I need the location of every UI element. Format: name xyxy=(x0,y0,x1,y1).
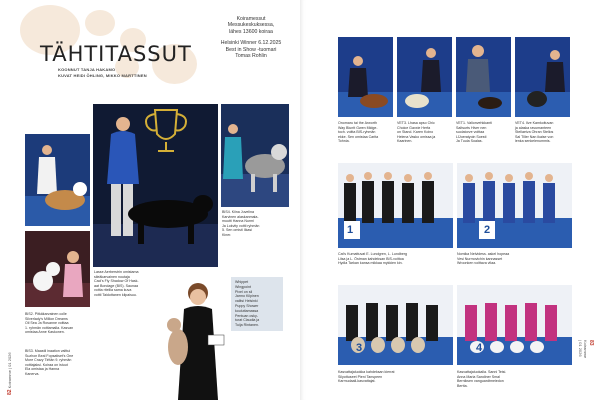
callout-line: Pixel on sil xyxy=(235,289,253,294)
caption-group-1 xyxy=(338,252,453,266)
info-line: Tomas Rohlin xyxy=(235,53,267,60)
collie-photo xyxy=(25,134,90,226)
whippet-callout xyxy=(231,277,283,331)
veteran-photo-1 xyxy=(338,37,393,117)
caption-line: VET1. Valionvehkkanti xyxy=(456,121,492,125)
caption-line: Kanerva. xyxy=(25,371,40,376)
caption-line: Choice Gaxxie Herfa xyxy=(397,125,431,130)
caption-line: suolatorve voittaa xyxy=(456,130,485,135)
placard-2: 2 xyxy=(484,224,491,236)
caption-line: Nomika Nelvidess. askel hopeaa xyxy=(457,252,510,256)
poodle-photo xyxy=(25,231,90,307)
caption-line: ja alaska ravumanteen xyxy=(515,125,552,130)
callout-line: kouluttamassa xyxy=(235,308,259,313)
breeder-group-photo-1 xyxy=(338,163,453,248)
page-label: Koiramme | 01 2026 xyxy=(578,340,588,359)
caption-line: VET3. Lhasa apso Chic xyxy=(397,121,435,125)
callout-line: Jarmo Kilpinen xyxy=(235,294,259,299)
caption-line: aat Bondage (BIS). Saunaa xyxy=(94,283,138,288)
page-number: 83 xyxy=(588,340,594,346)
caption-line: Anna Maria Sandiner Smal xyxy=(457,374,500,379)
bis-winner-photo xyxy=(93,104,218,267)
callout-line: Pentuan osky- xyxy=(235,313,258,318)
veteran-photo-2 xyxy=(397,37,452,117)
callout-line: Puppy Shower xyxy=(235,303,259,308)
caption-line: voitta ritellia sama kuva xyxy=(94,288,132,293)
caption-line: toch. voitta BIS-ryhmän xyxy=(338,130,376,135)
caption-line: Kasvattajaluokka kahdeksan kierrat xyxy=(338,370,395,374)
paw-print-decoration xyxy=(85,10,115,36)
caption-line: voittajaksi. Koiraa on istuut xyxy=(25,362,68,367)
caption-line: Cat's Kumattuvat E. Lundgren, L. Lundberg xyxy=(338,252,408,256)
page-number: 82 xyxy=(7,389,13,395)
caption-line: Wroonken voittava vilaa. xyxy=(457,261,497,266)
caption-line: Way Bluntt Gwen Midge- xyxy=(338,125,378,130)
caption-veteran-1 xyxy=(338,121,393,144)
caption-line: Liisa ja L. Östman kahdeksan BIS-voittoa xyxy=(338,256,404,261)
credits-text: KOONNUT TANJA HAKAMO xyxy=(58,67,116,72)
breeder-group-photo-4 xyxy=(457,285,572,365)
info-line: Best in Show -tuomari xyxy=(225,46,277,53)
caption-line: Helena Vasko omissa ja xyxy=(397,134,436,139)
breeder-group-photo-2 xyxy=(457,163,572,248)
caption-line: Hydla Tarkan kansa mikkaa mykkien kin. xyxy=(338,261,403,266)
caption-line: muutti Hanna Nurmi xyxy=(222,219,254,224)
caption-line: voitti Taidottanen kilpaisuu. xyxy=(94,292,137,297)
caption-malamute xyxy=(222,210,290,238)
caption-veteran-3 xyxy=(456,121,511,144)
caption-line: Saltsurts Hiver nen xyxy=(456,125,487,130)
caption-line: Ja Lokvity voitti ryhmän xyxy=(222,223,260,228)
caption-veteran-2 xyxy=(397,121,452,144)
info-line: lähes 13600 koiraa xyxy=(229,28,273,35)
caption-line: More Crazy Tiritän 9. ryhmän xyxy=(25,358,72,363)
caption-line: BIS2. Pitkäkarvainen colle xyxy=(25,312,67,316)
callout-line: Whippet xyxy=(235,280,249,284)
caption-line: on Stand. Karen Koino xyxy=(397,130,434,135)
caption-line: lenka senkelenummis. xyxy=(515,139,551,144)
caption-line: Onomaru tai the Arworth xyxy=(338,121,377,125)
caption-line: Kiner. xyxy=(222,232,232,237)
caption-line: BIS4. Kiina Juvelina xyxy=(222,210,254,214)
callout-line: turat Claudia ja xyxy=(235,318,260,323)
caption-line: Tohnia. xyxy=(338,139,350,144)
veteran-photo-4 xyxy=(515,37,570,117)
caption-line: Kasvattajaluokalla. Sanni Teisi. xyxy=(457,370,507,374)
caption-line: VET4. Ilve Kamkoituvan xyxy=(515,121,554,125)
info-line: Messukeskuksessa, xyxy=(227,22,275,29)
page-footer xyxy=(578,340,594,358)
callout-line: Wingpoint xyxy=(235,284,251,289)
caption-line: Ja Tuula Soalas. xyxy=(456,139,483,144)
credits xyxy=(58,67,147,78)
caption-line: omistaa Anne Kaskonen. xyxy=(25,330,65,335)
placard-3: 3 xyxy=(356,342,363,354)
malamute-photo xyxy=(221,104,289,207)
caption-line: Suzhon Beal Fopsatiset's One xyxy=(25,353,74,358)
caption-line: LÜoeratyoin Soesti xyxy=(456,134,487,139)
placard-1: 1 xyxy=(347,224,354,236)
caption-group-3 xyxy=(338,370,453,384)
caption-line: Karmudaali-kasvattajat. xyxy=(338,379,376,384)
callout-line: valitsi Helsinki xyxy=(235,299,258,304)
caption-line: Karvinen alaskanmala- xyxy=(222,214,259,219)
caption-line: Oil Sea Ja Rosanne voittaa xyxy=(25,321,69,326)
info-line: Koiramessut xyxy=(236,16,266,22)
caption-line: sileäkarvainen noutaja xyxy=(94,274,130,279)
info-line: Helsinki Winner 6.12.2025 xyxy=(220,40,282,47)
caption-line: Silyottuseet Pieni Tanspeen xyxy=(338,374,383,379)
caption-line: Ela omistaa ja Hanna xyxy=(25,367,60,372)
page-label: Koiramme | 01 2026 xyxy=(7,352,12,389)
caption-line: 5. Sen omisti Ilkasi xyxy=(222,228,252,233)
caption-group-2 xyxy=(457,252,572,266)
event-info xyxy=(205,16,297,59)
caption-line: Cacl's Fly Shadow Of Hask- xyxy=(94,279,139,284)
page-title: TÄHTITASSUT xyxy=(40,42,192,66)
caption-line: BIS3. Maastil inaation valttui xyxy=(25,349,71,353)
caption-collie xyxy=(25,312,90,335)
right-page xyxy=(300,0,600,400)
caption-line: Berniksen vanguardtmeiedon xyxy=(457,379,504,384)
caption-poodle xyxy=(25,349,90,377)
caption-line: Stellaeiva Ohran Stellos xyxy=(515,130,554,135)
caption-line: ekke. Sen omistaa Carita xyxy=(338,134,379,139)
caption-line: Silverlady's Million Dreams xyxy=(25,316,68,321)
caption-group-4 xyxy=(457,370,572,388)
caption-line: Kaarinen. xyxy=(397,139,413,144)
veteran-photo-3 xyxy=(456,37,511,117)
credits-photos: KUVAT HEIDI ÖHLING, MIKKO MARTTINEN xyxy=(58,72,147,78)
placard-4: 4 xyxy=(476,342,483,354)
caption-line: Sal Tiller Nan ikaise von xyxy=(515,134,554,139)
callout-line: Tuija Rintanen. xyxy=(235,323,260,328)
caption-line: Lasse Aerberstrin omistama xyxy=(94,270,139,274)
caption-veteran-4 xyxy=(515,121,573,144)
caption-line: Bertta. xyxy=(457,383,468,388)
caption-line: Vesi Nurmovichin kannasset xyxy=(457,256,503,261)
caption-line: 1. ryhmän voittamalla. Kasvan xyxy=(25,325,74,330)
page-footer xyxy=(7,352,13,395)
whippet-photo xyxy=(148,275,230,400)
